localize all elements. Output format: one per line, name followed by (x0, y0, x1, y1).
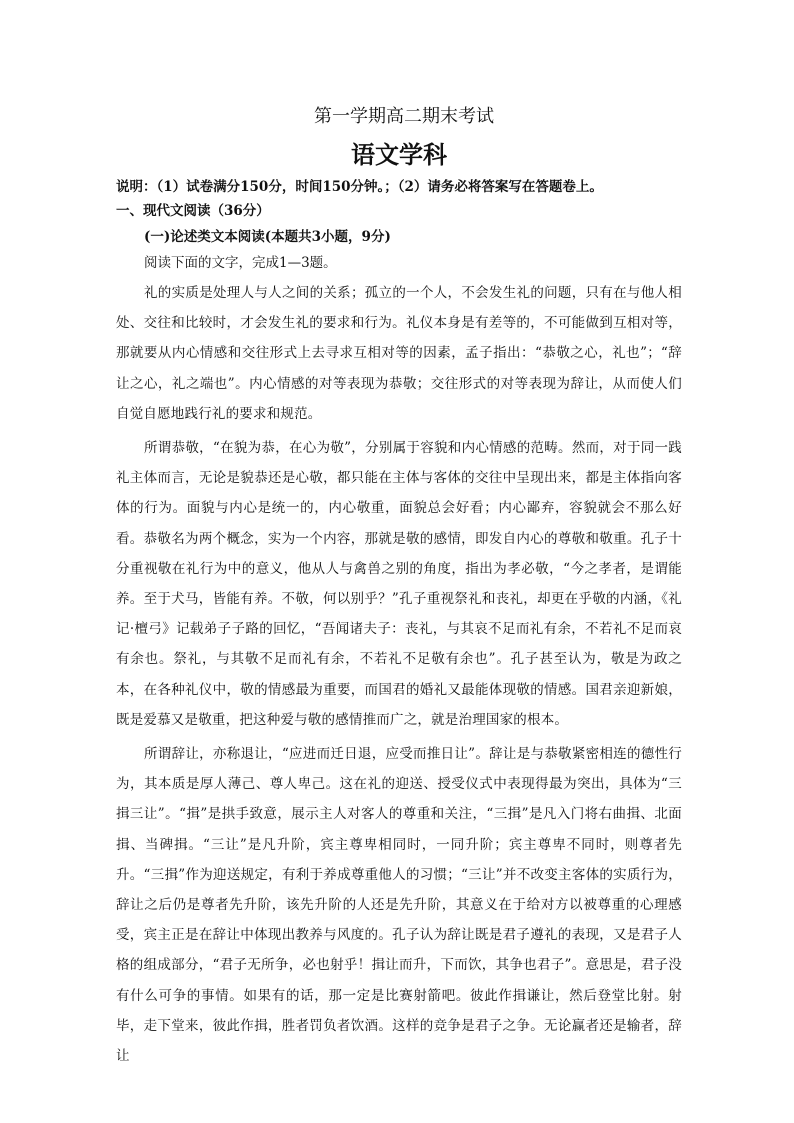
passage-paragraph-1: 礼的实质是处理人与人之间的关系；孤立的一个人，不会发生礼的问题，只有在与他人相处、交往和比较时，才会发生礼的要求和行为。礼仪本身是有差等的，不可能做到互相对等，那就要从内心情感和交往形式上去寻求互相对等的因素，孟子指出：“恭敬之心，礼也”；“辞让之心，礼之端也”。内心情感的对等表现为恭敬；交往形式的对等表现为辞让，从而使人们自觉自愿地践行礼的要求和规范。 (116, 285, 682, 422)
exam-notice: 说明：（1）试卷满分150分，时间150分钟。；（2）请务必将答案写在答题卷上。 (116, 179, 603, 195)
passage-paragraph-3: 所谓辞让，亦称退让，“应进而迁日退，应受而推日让”。辞让是与恭敬紧密相连的德性行为，其本质是厚人薄己、尊人卑己。这在礼的迎送、授受仪式中表现得最为突出，具体为“三揖三让”。“揖”是拱手致意，展示主人对客人的尊重和关注，“三揖”是凡入门将右曲揖、北面揖、当碑揖。“三让”是凡升阶，宾主尊卑相同时，一同升阶；宾主尊卑不同时，则尊者先升。“三揖”作为迎送规定，有利于养成尊重他人的习惯；“三让”并不改变主客体的实质行为，辞让之后仍是尊者先升阶，该先升阶的人还是先升阶，其意义在于给对方以被尊重的心理感受，宾主正是在辞让中体现出教养与风度的。孔子认为辞让既是君子遵礼的表现，又是君子人格的组成部分，“君子无所争，必也射乎！揖让而升，下而饮，其争也君子”。意思是，君子没有什么可争的事情。如果有的话，那一定是比赛射箭吧。彼此作揖谦让，然后登堂比射。射毕，走下堂来，彼此作揖，胜者罚负者饮酒。这样的竞争是君子之争。无论赢者还是输者，辞让 (116, 746, 682, 1065)
subsection-heading: (一)论述类文本阅读(本题共3小题，9分) (144, 229, 391, 245)
subject-title: 语文学科 (351, 140, 447, 169)
section-heading: 一、现代文阅读（36分） (116, 203, 270, 219)
exam-title: 第一学期高二期末考试 (314, 106, 494, 127)
passage-paragraph-2: 所谓恭敬，“在貌为恭，在心为敬”，分别属于容貌和内心情感的范畴。然而，对于同一践礼主体而言，无论是貌恭还是心敬，都只能在主体与客体的交往中呈现出来，都是主体指向客体的行为。面貌与内心是统一的，内心敬重，面貌总会好看；内心鄙弃，容貌就会不那么好看。恭敬名为两个概念，实为一个内容，那就是敬的感情，即发自内心的尊敬和敬重。孔子十分重视敬在礼行为中的意义，他从人与禽兽之别的角度，指出为孝必敬，“今之孝者，是谓能养。至于犬马，皆能有养。不敬，何以别乎？”孔子重视祭礼和丧礼，却更在乎敬的内涵，《礼记·檀弓》记载弟子子路的回忆，“吾闻诸夫子：丧礼，与其哀不足而礼有余，不若礼不足而哀有余也。祭礼，与其敬不足而礼有余，不若礼不足敬有余也”。孔子甚至认为，敬是为政之本，在各种礼仪中，敬的情感最为重要，而国君的婚礼又最能体现敬的情感。国君亲迎新娘，既是爱慕又是敬重，把这种爱与敬的感情推而广之，就是治理国家的根本。 (116, 440, 682, 728)
reading-instruction: 阅读下面的文字，完成1—3题。 (144, 255, 337, 271)
